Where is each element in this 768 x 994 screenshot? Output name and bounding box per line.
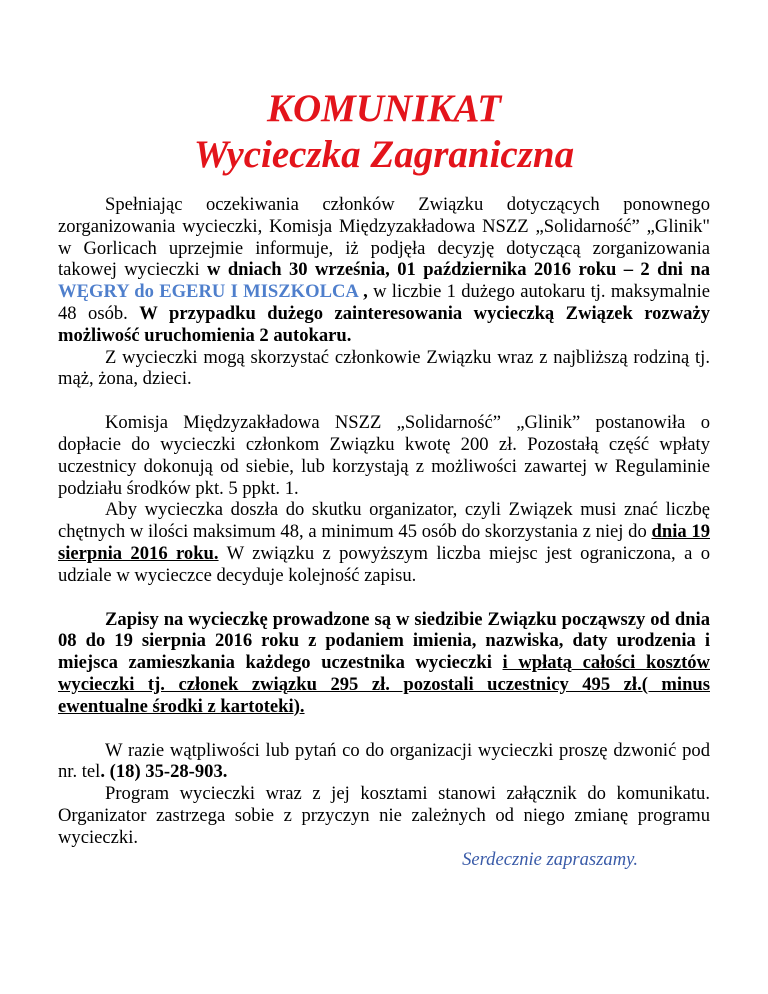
trip-dates: w dniach 30 września, 01 października 2016 roku – 2 dni na (207, 259, 710, 281)
paragraph-eligibility: Z wycieczki mogą skorzystać członkowie Związku wraz z najbliższą rodziną tj. mąż, żona, dzieci. (58, 346, 710, 390)
deadline-text: Aby wycieczka doszła do skutku organizator, czyli Związek musi znać liczbę chętnych w ilości maksimum 48, a minimum 45 osób do skorzystania z niej do (58, 499, 710, 543)
spacer (58, 587, 710, 609)
closing-invitation: Serdecznie zapraszamy. (462, 848, 638, 870)
header (58, 86, 710, 178)
bus-capacity-text: w liczbie 1 dużego autokaru tj. maksymalnie 48 osób. (58, 281, 710, 324)
spacer (58, 718, 710, 740)
paragraph-contact (58, 740, 710, 784)
second-bus-note: W przypadku dużego zainteresowania wycieczką Związek rozważy możliwość uruchomienia 2 autokaru. (58, 302, 710, 346)
trip-destination: WĘGRY do EGERU I MISZKOLCA (58, 281, 364, 303)
deadline-date: dnia 19 sierpnia 2016 roku. (58, 521, 710, 564)
paragraph-intro (58, 194, 710, 347)
document-title: KOMUNIKAT (266, 87, 502, 130)
registration-text: Zapisy na wycieczkę prowadzone są w siedzibie Związku począwszy od dnia 08 do 19 sierpnia 2016 roku z podaniem imienia, nazwiska, daty urodzenia i miejsca zamieszkania każdego uczestnika wycieczki (58, 608, 710, 674)
paragraph-program: Program wycieczki wraz z jej kosztami stanowi załącznik do komunikatu. Organizator zastrzega sobie z przyczyn nie zależnych od niego zmianę programu wycieczki. (58, 783, 710, 848)
comma: , (363, 281, 368, 303)
paragraph-deadline (58, 499, 710, 586)
payment-terms: i wpłatą całości kosztów wycieczki tj. członek związku 295 zł. pozostali uczestnicy 495 zł.( minus ewentualne środki z kartoteki). (58, 652, 710, 717)
contact-text: W razie wątpliwości lub pytań co do organizacji wycieczki proszę dzwonić pod nr. tel (58, 739, 710, 783)
spacer (58, 390, 710, 412)
document-subtitle: Wycieczka Zagraniczna (193, 133, 575, 176)
phone-number: . (18) 35-28-903. (100, 761, 228, 783)
limited-places-text: W związku z powyższym liczba miejsc jest ograniczona, a o udziale w wycieczce decyduje kolejność zapisu. (58, 542, 710, 586)
paragraph-subsidy: Komisja Międzyzakładowa NSZZ „Solidarność” „Glinik” postanowiła o dopłacie do wycieczki członkom Związku kwotę 200 zł. Pozostałą część wpłaty uczestnicy dokonują od siebie, lub korzystają z możliwości zawartej w Regulaminie podziału środków pkt. 5 ppkt. 1. (58, 412, 710, 499)
paragraph-registration (58, 609, 710, 718)
intro-text: Spełniając oczekiwania członków Związku dotyczących ponownego zorganizowania wycieczki, Komisja Międzyzakładowa NSZZ „Solidarność” „Glinik" w Gorlicach uprzejmie informuje, iż podjęła decyzję dotyczącą zorganizowania takowej wycieczki (58, 194, 710, 281)
